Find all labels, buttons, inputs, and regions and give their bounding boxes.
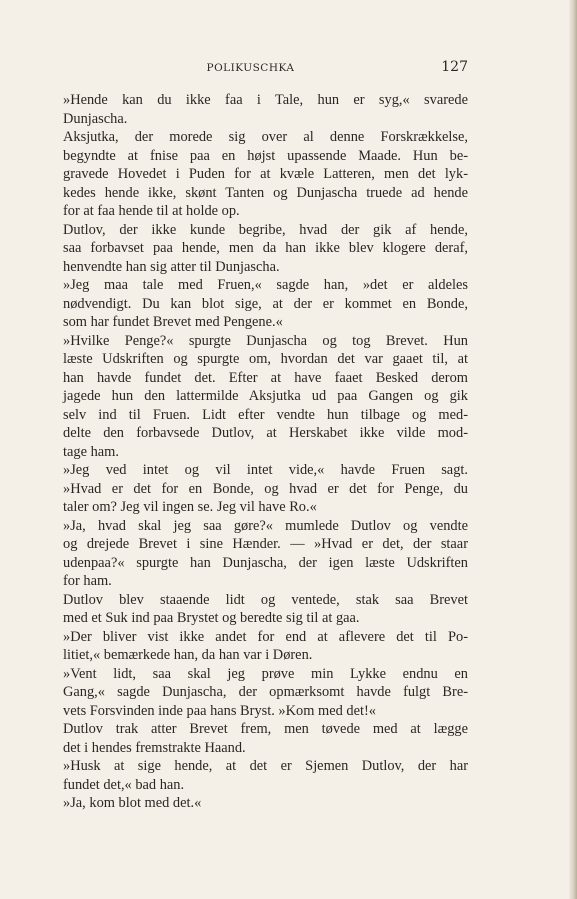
text-line: »Vent lidt, saa skal jeg prøve min Lykke endnu en	[63, 665, 468, 682]
text-line: »Jeg maa tale med Fruen,« sagde han, »det er aldeles	[63, 277, 468, 293]
text-line: tage ham.	[63, 443, 119, 460]
text-line: »Der bliver vist ikke andet for end at aflevere det til Po-	[63, 628, 468, 645]
text-line: »Hvilke Penge?« spurgte Dunjascha og tog Brevet. Hun	[63, 332, 468, 349]
text-line: »Hende kan du ikke faa i Tale, hun er syg,« svarede	[63, 92, 468, 108]
paragraph	[33, 720, 468, 757]
text-line: for at faa hende til at holde op.	[63, 203, 240, 219]
text-line: Gang,« sagde Dunjascha, der opmærksomt havde fulgt Bre-	[63, 684, 468, 700]
text-line: for ham.	[63, 573, 112, 589]
paragraph	[33, 757, 468, 794]
page-number: 127	[441, 59, 468, 75]
paragraph	[33, 461, 468, 517]
text-line: »Jeg ved intet og vil intet vide,« havde Fruen sagt.	[63, 462, 468, 478]
text-line: jagede hun den lattermilde Aksjutka ud paa Gangen og gik	[63, 388, 468, 404]
text-line: fundet det,« bad han.	[63, 776, 185, 793]
paragraph	[33, 665, 468, 721]
text-line: med et Suk ind paa Brystet og beredte sig til at gaa.	[63, 610, 360, 626]
page-edge	[569, 0, 577, 899]
text-line: begyndte at fnise paa en højst upassende Maade. Hun be-	[63, 147, 468, 164]
text-line: Dutlov trak atter Brevet frem, men tøvede med at lægge	[63, 721, 468, 737]
text-line: taler om? Jeg vil ingen se. Jeg vil have Ro.«	[63, 499, 317, 515]
text-line: gravede Hovedet i Puden for at kvæle Latteren, men det lyk-	[63, 166, 468, 182]
text-line: vets Forsvinden inde paa hans Bryst. »Kom med det!«	[63, 702, 376, 719]
running-title: POLIKUSCHKA	[206, 62, 295, 74]
text-line: kedes hende ikke, skønt Tanten og Dunjascha truede ad hende	[63, 184, 468, 201]
text-line: udenpaa?« spurgte han Dunjascha, der igen læste Udskriften	[63, 554, 468, 571]
text-line: litiet,« bemærkede han, da han var i Døren.	[63, 647, 313, 663]
paragraph	[33, 221, 468, 277]
text-line: »Hvad er det for en Bonde, og hvad er det for Penge, du	[63, 480, 468, 497]
paragraph	[33, 628, 468, 665]
paragraph	[33, 517, 468, 591]
text-line: og drejede Brevet i sine Hænder. — »Hvad er det, der staar	[63, 536, 468, 552]
text-line: »Ja, kom blot med det.«	[63, 795, 202, 811]
paragraph	[33, 276, 468, 332]
text-line: nødvendigt. Du kan blot sige, at der er kommet en Bonde,	[63, 295, 468, 312]
text-line: det i hendes fremstrakte Haand.	[63, 739, 246, 756]
paragraph	[33, 332, 468, 462]
page-header	[33, 60, 468, 76]
text-line: han havde fundet det. Efter at have faaet Besked derom	[63, 369, 468, 386]
text-line: Dutlov, der ikke kunde begribe, hvad der gik af hende,	[63, 221, 468, 238]
text-line: Aksjutka, der morede sig over al denne Forskrækkelse,	[63, 129, 468, 145]
body-text	[33, 91, 468, 813]
text-line: Dunjascha.	[63, 110, 128, 127]
text-line: selv ind til Fruen. Lidt efter vendte hun tilbage og med-	[63, 406, 468, 423]
paragraph	[33, 91, 468, 128]
text-line: »Ja, hvad skal jeg saa gøre?« mumlede Dutlov og vendte	[63, 517, 468, 534]
text-line: som har fundet Brevet med Pengene.«	[63, 314, 283, 330]
text-line: henvendte han sig atter til Dunjascha.	[63, 258, 280, 275]
paragraph	[33, 128, 468, 221]
text-line: »Husk at sige hende, at det er Sjemen Dutlov, der har	[63, 758, 468, 774]
text-line: læste Udskriften og spurgte om, hvordan det var gaaet til, at	[63, 351, 468, 367]
text-line: saa forbavset paa hende, men da han ikke blev klogere deraf,	[63, 240, 468, 256]
text-line: delte den forbavsede Dutlov, at Herskabet ikke vilde mod-	[63, 425, 468, 441]
paragraph	[33, 794, 468, 813]
text-line: Dutlov blev staaende lidt og ventede, stak saa Brevet	[63, 591, 468, 608]
paragraph	[33, 591, 468, 628]
